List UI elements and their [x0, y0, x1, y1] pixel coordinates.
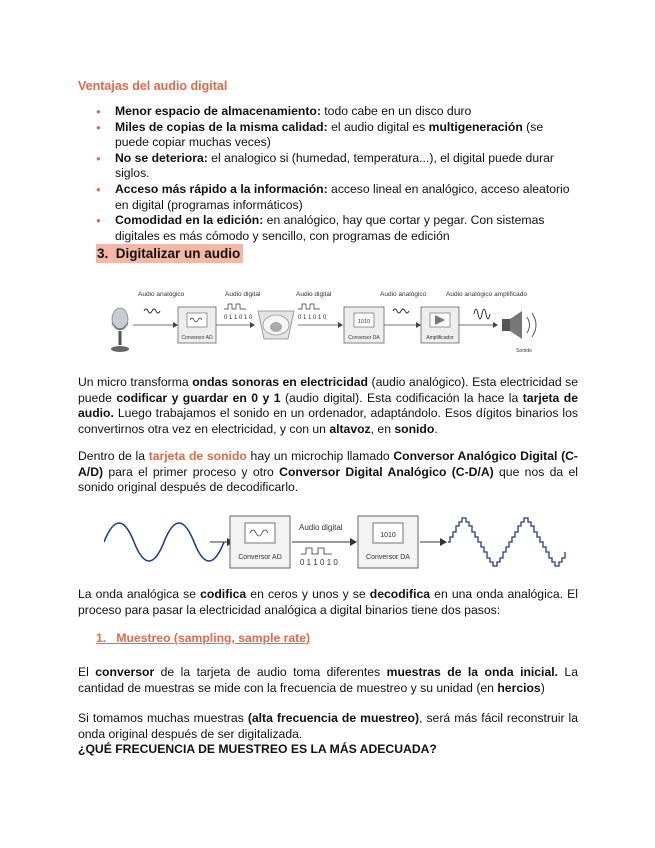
- svg-text:Amplificador: Amplificador: [426, 335, 454, 341]
- list-item: ● Comodidad en la edición: en analógico, hay que cortar y pegar. Con sistemas digitales es más cómodo y sencillo, con programas de edición: [96, 213, 576, 244]
- label-audio-analogico-1: Audio analógico: [138, 291, 185, 298]
- label-audio-digital-2: Audio digital: [296, 291, 332, 298]
- digital-signal-icon-2: [298, 304, 320, 309]
- paragraph-onda: La onda analógica se codifica en ceros y unos y se decodifica en una onda analógica. El proceso para pasar la electricidad analógica a digital binarios tiene dos pasos:: [78, 587, 578, 617]
- conversor-da-box-2: [358, 516, 418, 568]
- sound-card-icon: [258, 311, 294, 339]
- paragraph-muestras: Si tomamos muchas muestras (alta frecuencia de muestreo), será más fácil reconstruir la onda original después de ser digitalizada.: [78, 711, 579, 741]
- ad-da-conversion-diagram: [104, 506, 574, 578]
- microphone-icon: [111, 308, 129, 352]
- label-audio-digital: Audio digital: [299, 523, 343, 532]
- digital-signal-icon: [224, 304, 246, 309]
- section-heading-digitalizar: 3. Digitalizar un audio: [96, 246, 243, 261]
- question-heading: ¿QUÉ FRECUENCIA DE MUESTREO ES LA MÁS ADECUADA?: [78, 742, 437, 756]
- digital-signal-icon-3: [301, 548, 332, 554]
- conversor-da-box: [344, 307, 384, 343]
- bits-3: 0 1 1 0 1 0: [300, 558, 338, 567]
- svg-text:Conversor AD: Conversor AD: [181, 335, 213, 341]
- svg-text:Conversor AD: Conversor AD: [238, 554, 282, 561]
- list-item: ● Miles de copias de la misma calidad: el audio digital es multigeneración (se puede copiar muchas veces): [96, 120, 576, 151]
- bits-1: 0 1 1 0 1 0: [224, 315, 253, 321]
- paragraph-micro: Un micro transforma ondas sonoras en electricidad (audio analógico). Esta electricidad se puede codificar y guardar en 0 y 1 (audio digital). Esta codificación la hace la tarjeta de audio. Luego trabajamos el sonido en un ordenador, adaptándolo. Esos dígitos binarios los convertirnos otra vez en electricidad, y con un altavoz, en sonido.: [78, 375, 579, 436]
- label-audio-digital-1: Audio digital: [225, 291, 261, 298]
- heading-ventajas: Ventajas del audio digital: [78, 79, 228, 93]
- conversor-ad-box-2: [230, 516, 290, 568]
- svg-text:Conversor DA: Conversor DA: [348, 335, 380, 341]
- digitalization-chain-diagram: [98, 287, 558, 367]
- list-item: ● Acceso más rápido a la información: acceso lineal en analógico, acceso aleatorio en digital (programas informáticos): [96, 182, 576, 213]
- svg-text:Sonido: Sonido: [516, 348, 532, 354]
- amplified-wave-icon: [474, 309, 490, 319]
- conversor-ad-box: [178, 307, 216, 343]
- stepped-wave: [448, 518, 565, 566]
- small-wave-icon-2: [393, 309, 409, 313]
- bits-2: 0 1 1 0 1 0: [298, 315, 327, 321]
- svg-text:1010: 1010: [357, 319, 371, 325]
- small-wave-icon: [144, 309, 160, 313]
- ventajas-list: [96, 104, 576, 244]
- amplificador-box: [421, 307, 459, 343]
- label-audio-amplificado: Audio analógico amplificado: [446, 291, 527, 298]
- paragraph-tarjeta: Dentro de la tarjeta de sonido hay un microchip llamado Conversor Analógico Digital (C-A/D) para el primer proceso y otro Conversor Digital Analógico (C-D/A) que nos da el sonido original después de decodificarlo.: [78, 449, 578, 495]
- analog-wave: [104, 523, 224, 561]
- speaker-icon: [502, 311, 536, 354]
- heading-muestreo: 1. Muestreo (sampling, sample rate): [96, 631, 311, 645]
- list-item: ● No se deteriora: el analogico si (humedad, temperatura...), el digital puede durar siglos.: [96, 151, 576, 182]
- svg-text:Conversor DA: Conversor DA: [366, 554, 410, 561]
- paragraph-conversor: El conversor de la tarjeta de audio toma diferentes muestras de la onda inicial. La cantidad de muestras se mide con la frecuencia de muestreo y su unidad (en hercios): [78, 665, 578, 695]
- list-item: ● Menor espacio de almacenamiento: todo cabe en un disco duro: [96, 104, 576, 120]
- svg-text:1010: 1010: [380, 532, 396, 539]
- label-audio-analogico-2: Audio analógico: [380, 291, 427, 298]
